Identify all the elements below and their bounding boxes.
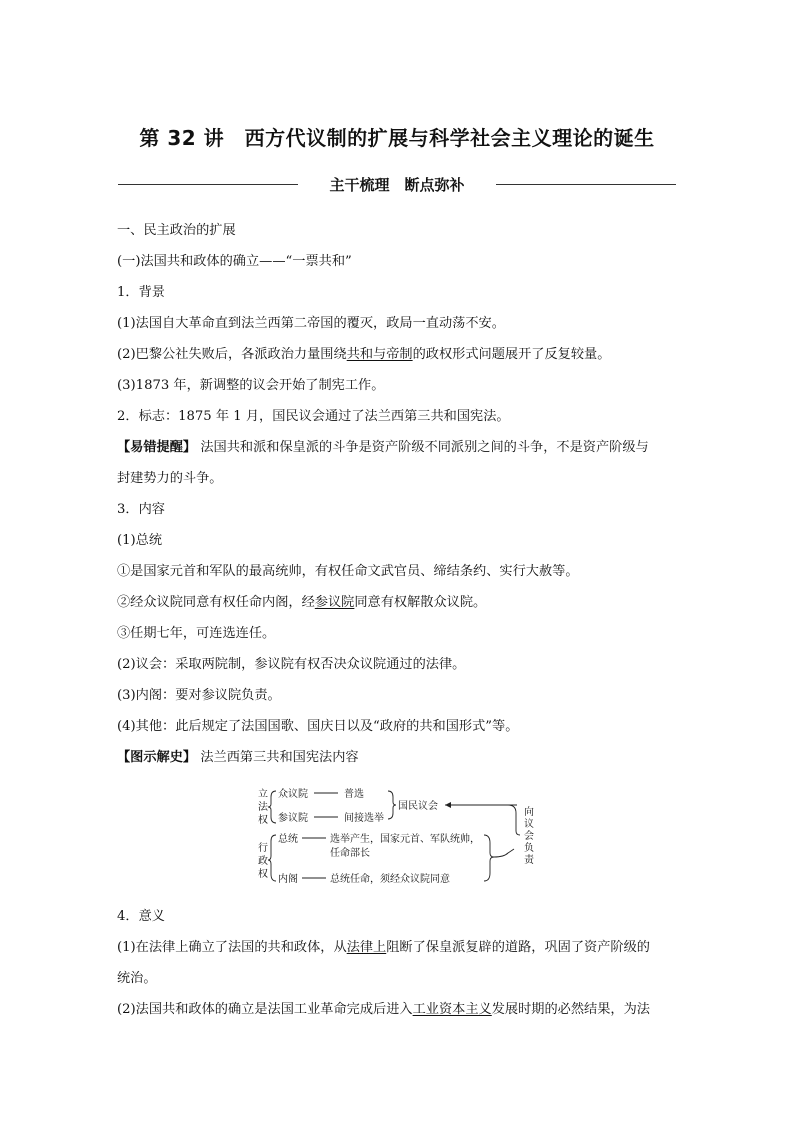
heading-significance: 4．意义: [117, 909, 165, 924]
paragraph: 封建势力的斗争。: [117, 471, 223, 486]
paragraph: ③任期七年，可连选连任。: [117, 626, 276, 641]
underlined-term: 参议院: [314, 595, 355, 610]
tip-tag: 【易错提醒】: [117, 440, 197, 455]
subheading-republic: (一)法国共和政体的确立——“一票共和”: [117, 254, 352, 269]
paragraph: (1)总统: [117, 533, 163, 548]
paragraph: (1)法国自大革命直到法兰西第二帝国的覆灭，政局一直动荡不安。: [117, 316, 505, 331]
diagram-assembly: 国民议会: [398, 801, 438, 812]
paragraph: ②经众议院同意有权任命内阁，经参议院同意有权解散众议院。: [117, 595, 487, 610]
paragraph: (3)1873 年，新调整的议会开始了制宪工作。: [117, 378, 385, 393]
heading-background: 1．背景: [117, 285, 165, 300]
diagram-responsible-3: 会: [524, 831, 534, 842]
diagram-responsible-4: 负: [524, 843, 534, 854]
diagram-responsible-1: 向: [524, 807, 534, 818]
diagram-label-executive-3: 权: [258, 869, 268, 880]
diagram-upper-house: 参议院: [278, 813, 308, 824]
diagram-lower-method: 普选: [344, 789, 364, 800]
page-title: 第 32 讲 西方代议制的扩展与科学社会主义理论的诞生: [139, 126, 655, 150]
diagram-president-desc-2: 任命部长: [330, 848, 370, 859]
underlined-term: 法律上: [346, 940, 387, 955]
underlined-term: 共和与帝制: [346, 347, 413, 362]
diagram-label-legislative-3: 权: [258, 815, 268, 826]
brace-executive: [268, 835, 276, 881]
paragraph: 统治。: [117, 971, 157, 986]
paragraph: ①是国家元首和军队的最高统帅，有权任命文武官员、缔结条约、实行大赦等。: [117, 564, 579, 579]
diagram-president: 总统: [278, 834, 298, 845]
diagram-cabinet-desc: 总统任命，须经众议院同意: [330, 874, 450, 885]
paragraph: 【图示解史】 法兰西第三共和国宪法内容: [117, 750, 359, 765]
diagram-label-legislative-2: 法: [258, 802, 268, 813]
underlined-term: 工业资本主义: [412, 1002, 492, 1017]
paragraph: (4)其他：此后规定了法国国歌、国庆日以及“政府的共和国形式”等。: [117, 719, 519, 734]
constitution-diagram: [252, 783, 552, 893]
paragraph: (2)法国共和政体的确立是法国工业革命完成后进入工业资本主义发展时期的必然结果，为法: [117, 1002, 650, 1017]
diagram-tag: 【图示解史】: [117, 750, 197, 765]
brace-executive-right: [484, 835, 494, 881]
diagram-label-legislative-1: 立: [258, 789, 268, 800]
brace-legislative: [268, 791, 276, 823]
diagram-responsible-5: 责: [524, 855, 534, 866]
section-header-label: 主干梳理 断点弥补: [329, 176, 465, 194]
paragraph: 【易错提醒】 法国共和派和保皇派的斗争是资产阶级不同派别之间的斗争，不是资产阶级与: [117, 440, 649, 455]
bracket-executive-link: [494, 849, 514, 857]
heading-democracy: 一、民主政治的扩展: [117, 223, 236, 238]
diagram-responsible-2: 议: [524, 819, 534, 830]
paragraph: (1)在法律上确立了法国的共和政体，从法律上阻断了保皇派复辟的道路，巩固了资产阶级的: [117, 940, 650, 955]
arrow-head: [445, 802, 451, 808]
heading-content: 3．内容: [117, 502, 165, 517]
diagram-label-executive-1: 行: [258, 843, 268, 854]
diagram-president-desc: 选举产生，国家元首、军队统帅，: [330, 834, 480, 845]
diagram-cabinet: 内阁: [278, 874, 298, 885]
bracket-responsible: [508, 805, 520, 835]
diagram-upper-method: 间接选举: [344, 813, 384, 824]
diagram-lower-house: 众议院: [278, 789, 308, 800]
brace-assembly: [388, 791, 396, 819]
paragraph: (2)议会：采取两院制，参议院有权否决众议院通过的法律。: [117, 657, 466, 672]
section-header: [118, 172, 676, 196]
paragraph: 2．标志：1875 年 1 月，国民议会通过了法兰西第三共和国宪法。: [117, 409, 510, 424]
diagram-label-executive-2: 政: [258, 856, 268, 867]
divider-right: [496, 184, 676, 185]
paragraph: (2)巴黎公社失败后，各派政治力量围绕共和与帝制的政权形式问题展开了反复较量。: [117, 347, 611, 362]
paragraph: (3)内阁：要对参议院负责。: [117, 688, 281, 703]
